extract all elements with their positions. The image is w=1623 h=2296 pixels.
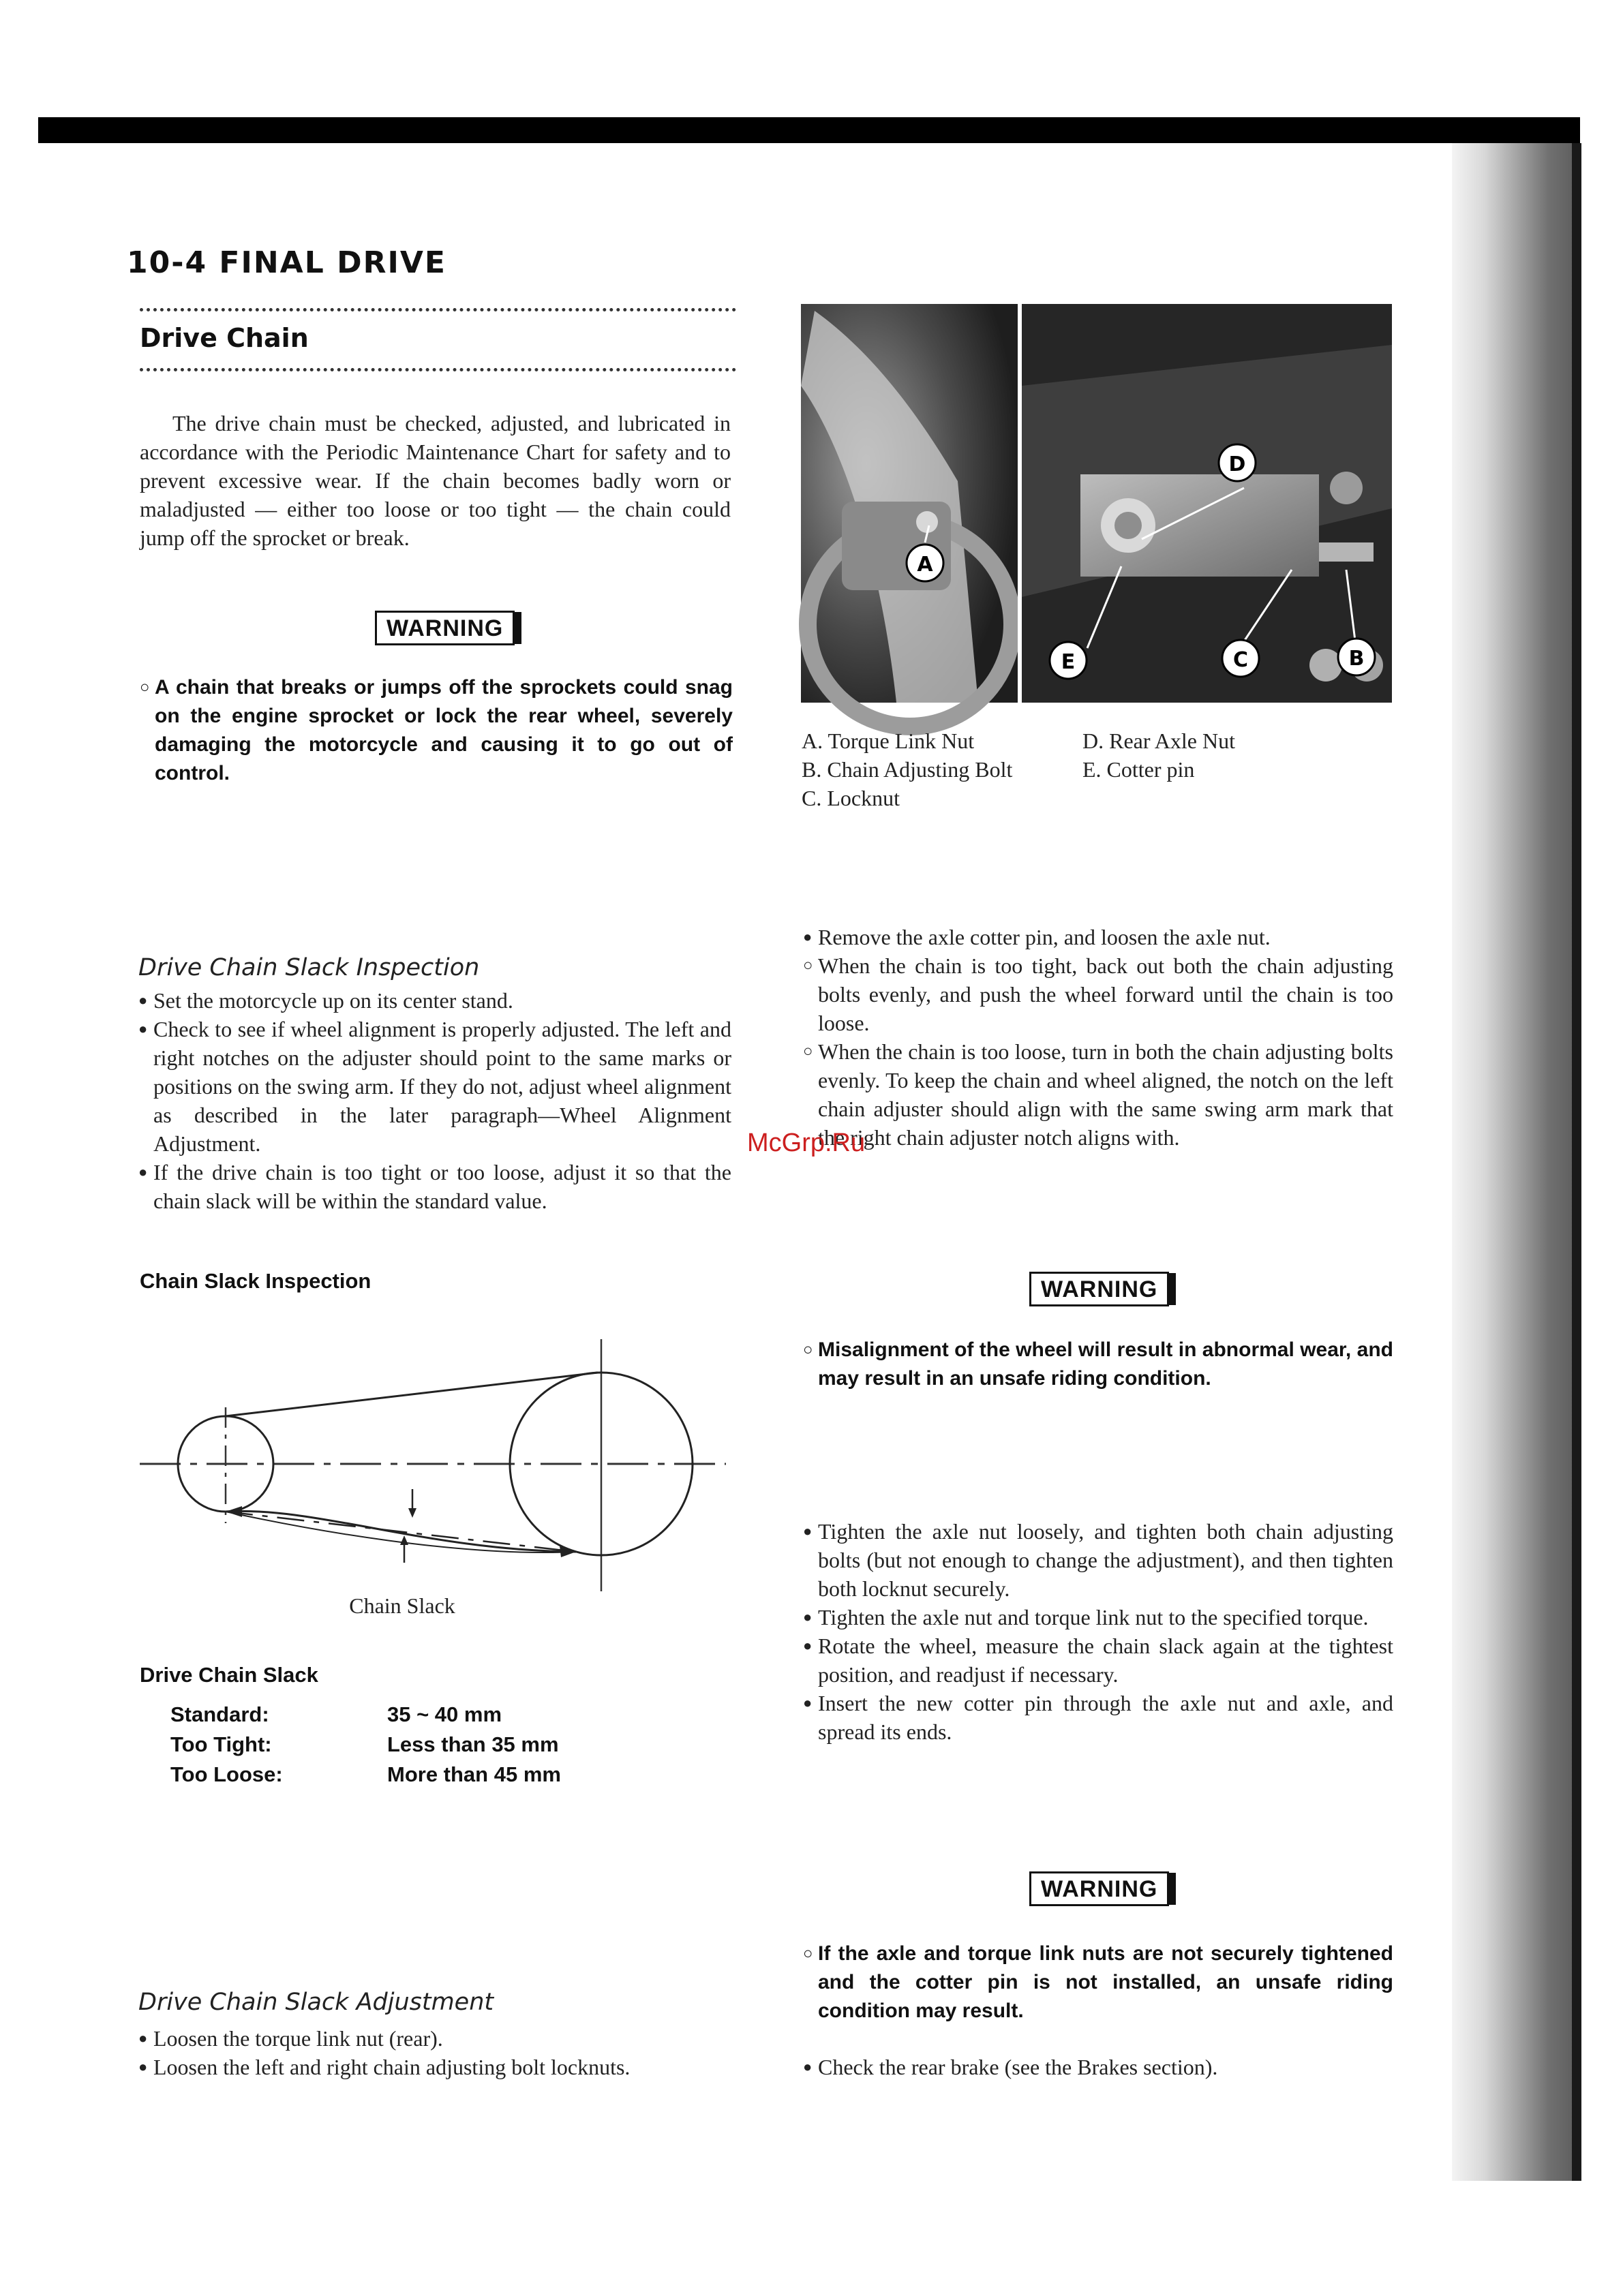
legend-e: E. Cotter pin (1082, 757, 1195, 782)
spec-label: Too Tight: (170, 1732, 272, 1756)
callout-d (1219, 444, 1256, 481)
step-item: ● Insert the new cotter pin through the axle nut and axle, and spread its ends. (803, 1689, 1393, 1746)
callout-e (1050, 642, 1087, 679)
legend-d: D. Rear Axle Nut (1082, 729, 1235, 753)
step-item: ○ When the chain is too tight, back out both the chain adjusting bolts evenly, and push the wheel forward until the chain is too loose. (803, 951, 1393, 1037)
warning-1-text: ○ A chain that breaks or jumps off the sprockets could snag on the engine sprocket or lock the rear wheel, severely damaging the motorcycle and causing it to go out of control. (140, 673, 733, 788)
svg-text:A: A (917, 553, 933, 577)
adjustment-bullets (138, 2024, 738, 2081)
svg-text:B: B (1348, 647, 1365, 671)
legend-a: A. Torque Link Nut (802, 729, 975, 753)
spec-value: More than 45 mm (387, 1762, 561, 1786)
spec-row (170, 1700, 561, 1730)
inspection-bullet: ● If the drive chain is too tight or too loose, adjust it so that the chain slack will be within the standard value. (138, 1158, 731, 1215)
right-steps-2 (803, 1517, 1393, 1746)
spec-label: Standard: (170, 1702, 269, 1726)
slack-spec-table (170, 1700, 561, 1790)
spec-row (170, 1760, 561, 1790)
spec-label: Too Loose: (170, 1762, 283, 1786)
dotted-rule-top (140, 308, 736, 311)
spec-value: Less than 35 mm (387, 1732, 559, 1756)
warning-label-1: WARNING (375, 611, 515, 645)
step-item: ● Rotate the wheel, measure the chain slack again at the tightest position, and readjust if necessary. (803, 1632, 1393, 1689)
section-title: Drive Chain (140, 323, 309, 353)
top-black-bar (38, 117, 1580, 143)
dotted-rule-bottom (140, 368, 736, 371)
warning-3 (803, 1940, 1393, 2025)
chain-slack-label: Chain Slack (349, 1593, 455, 1618)
book-spine-shadow (1452, 143, 1581, 2181)
callout-b (1338, 639, 1375, 675)
warning-label-2: WARNING (1029, 1272, 1169, 1306)
legend-c: C. Locknut (802, 786, 900, 810)
right-steps-1 (803, 923, 1393, 1152)
diagram-title: Chain Slack Inspection (140, 1269, 371, 1293)
final-step (803, 2053, 1393, 2081)
warning-label-3: WARNING (1029, 1871, 1169, 1906)
spec-value: 35 ~ 40 mm (387, 1702, 502, 1726)
adjustment-bullet: ● Loosen the left and right chain adjusting bolt locknuts. (138, 2053, 738, 2081)
svg-text:E: E (1061, 650, 1076, 674)
step-item: ● Tighten the axle nut and torque link nut to the specified torque. (803, 1603, 1393, 1632)
inspection-title: Drive Chain Slack Inspection (138, 954, 480, 981)
callout-a (907, 545, 943, 581)
adjustment-title: Drive Chain Slack Adjustment (138, 1989, 494, 2016)
legend-b: B. Chain Adjusting Bolt (802, 757, 1013, 782)
callout-c (1222, 640, 1259, 677)
warning-2-text: ○ Misalignment of the wheel will result in abnormal wear, and may result in an unsafe riding condition. (803, 1336, 1393, 1393)
inspection-bullet: ● Check to see if wheel alignment is properly adjusted. The left and right notches on the adjuster should point to the same marks or positions on the swing arm. If they do not, adjust wheel alignment as described in the later paragraph—Wheel Alignment Adjustment. (138, 1015, 731, 1158)
warning-3-text: ○ If the axle and torque link nuts are not securely tightened and the cotter pin is not installed, an unsafe riding condition may result. (803, 1940, 1393, 2025)
step-item: ● Tighten the axle nut loosely, and tighten both chain adjusting bolts (but not enough to change the adjustment), and then tighten both locknut securely. (803, 1517, 1393, 1603)
watermark: McGrp.Ru (747, 1129, 866, 1157)
intro-paragraph: The drive chain must be checked, adjusted, and lubricated in accordance with the Periodic Maintenance Chart for safety and to prevent excessive wear. If the chain becomes badly worn or maladjusted — either too loose or too tight — the chain could jump off the sprocket or break. (140, 411, 731, 550)
warning-1 (140, 673, 733, 788)
photo-illustration (801, 304, 1392, 703)
rear-axle-photo (801, 304, 1392, 703)
adjustment-bullet: ● Loosen the torque link nut (rear). (138, 2024, 738, 2053)
slack-spec-title: Drive Chain Slack (140, 1663, 318, 1687)
svg-text:C: C (1232, 648, 1249, 672)
step-item: ○ When the chain is too loose, turn in both the chain adjusting bolts evenly. To keep the chain and wheel aligned, the notch on the left chain adjuster should align with the same swing arm mark that the right chain adjuster notch aligns with. (803, 1037, 1393, 1152)
spec-row (170, 1730, 561, 1760)
inspection-bullet: ● Set the motorcycle up on its center stand. (138, 986, 731, 1015)
step-item: ● Remove the axle cotter pin, and loosen the axle nut. (803, 923, 1393, 951)
step-item: ● Check the rear brake (see the Brakes section). (803, 2053, 1393, 2081)
inspection-bullets (138, 986, 731, 1215)
svg-text:D: D (1228, 453, 1246, 476)
warning-2 (803, 1336, 1393, 1393)
chain-slack-diagram (140, 1332, 740, 1618)
page-header: 10-4 FINAL DRIVE (127, 245, 446, 280)
